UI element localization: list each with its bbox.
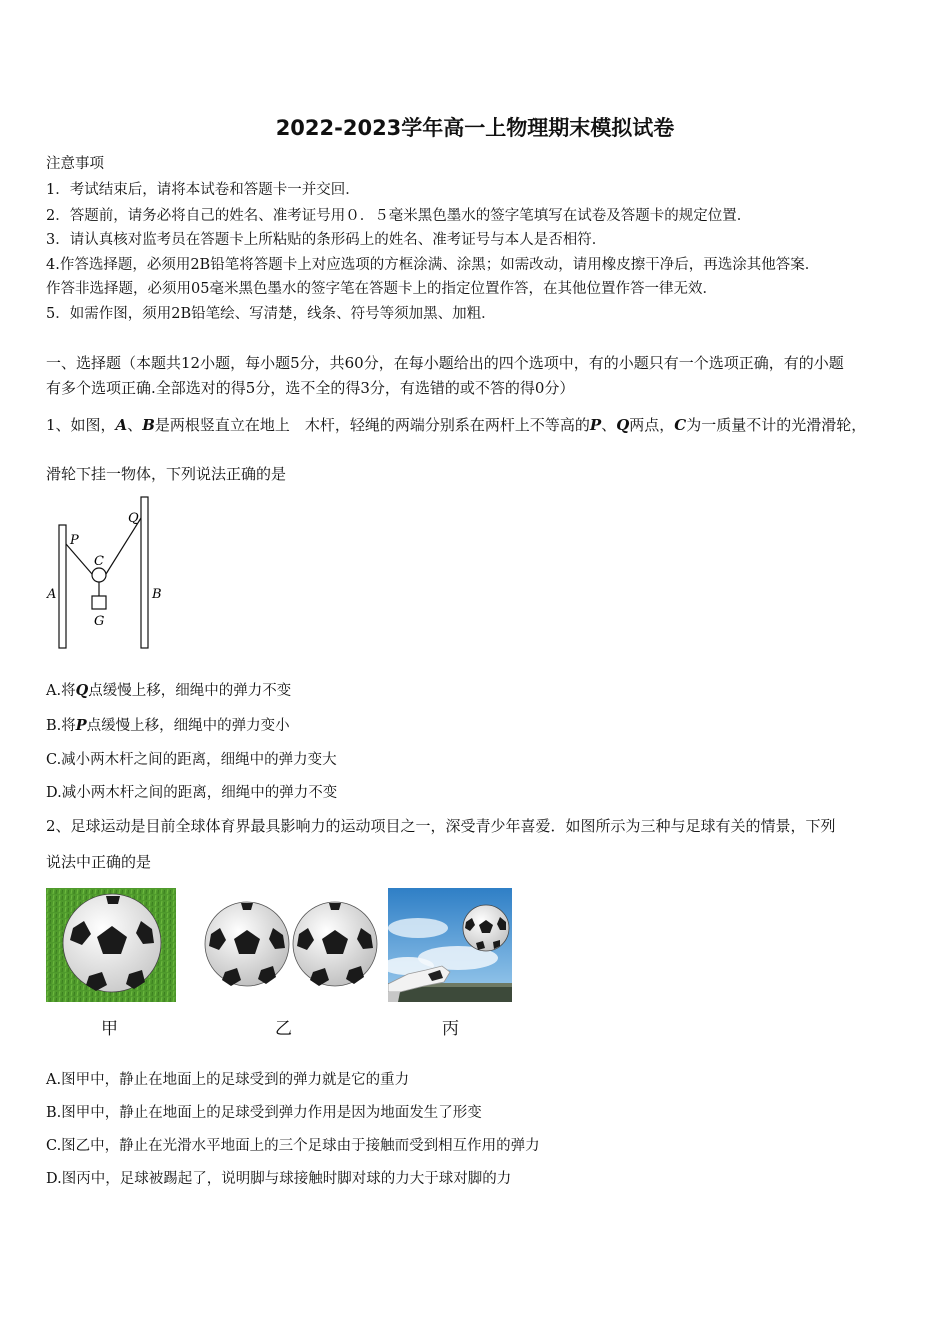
q1-option-a <box>46 679 291 700</box>
label-B: B <box>152 587 162 602</box>
caption-bing: 丙 <box>442 1019 459 1039</box>
two-footballs <box>203 900 379 990</box>
q1-option-a-var: Q <box>75 682 89 699</box>
kicked-football <box>388 888 512 1002</box>
section-instructions-line1: 一、选择题（本题共12小题，每小题5分，共60分，在每小题给出的四个选项中，有的小题只有一个选项正确，有的小题 <box>46 354 844 372</box>
label-C: C <box>94 554 104 569</box>
q1-stem-text: 为一质量不计的光滑滑轮， <box>686 416 867 434</box>
football-image-jia <box>46 888 176 1002</box>
q1-option-a-prefix: A.将 <box>46 683 76 699</box>
q1-option-c: C.减小两木杆之间的距离，细绳中的弹力变大 <box>46 752 337 768</box>
label-Q: Q <box>128 511 139 526</box>
q1-option-b-text: 点缓慢上移，细绳中的弹力变小 <box>86 718 290 734</box>
q1-var-C: C <box>674 416 687 434</box>
q1-sep: 、 <box>127 416 143 434</box>
pulley-wheel <box>92 568 106 582</box>
q1-sep: 、 <box>601 416 617 434</box>
caption-jia: 甲 <box>101 1019 118 1039</box>
section-instructions-line2: 有多个选项正确.全部选对的得5分，选不全的得3分，有选错的或不答的得0分） <box>46 379 575 397</box>
q1-option-b-prefix: B.将 <box>46 718 76 734</box>
q2-stem-line2: 说法中正确的是 <box>46 853 152 871</box>
pulley-diagram <box>44 492 174 652</box>
q2-option-c: C.图乙中，静止在光滑水平地面上的三个足球由于接触而受到相互作用的弹力 <box>46 1138 540 1154</box>
q1-option-a-text: 点缓慢上移，细绳中的弹力不变 <box>88 683 292 699</box>
football-on-grass <box>46 888 176 1002</box>
q1-option-b-var: P <box>75 717 87 734</box>
q1-stem-text: 两点， <box>629 416 675 434</box>
q1-stem <box>46 414 866 435</box>
notice-heading: 注意事项 <box>46 156 104 172</box>
q2-option-d: D.图丙中，足球被踢起了，说明脚与球接触时脚对球的力大于球对脚的力 <box>46 1171 512 1187</box>
rod-b <box>141 497 148 648</box>
page-title: 2022-2023学年高一上物理期末模拟试卷 <box>275 116 675 140</box>
football-image-yi <box>203 900 379 990</box>
notice-item: 2．答题前，请务必将自己的姓名、准考证号用０．５毫米黑色墨水的签字笔填写在试卷及答题卡的规定位置． <box>46 208 752 224</box>
label-A: A <box>47 587 57 602</box>
notice-item: 1．考试结束后，请将本试卷和答题卡一并交回． <box>46 182 360 198</box>
q2-option-a: A.图甲中，静止在地面上的足球受到的弹力就是它的重力 <box>46 1072 410 1088</box>
label-P: P <box>70 533 79 548</box>
notice-item: 作答非选择题，必须用05毫米黑色墨水的签字笔在答题卡上的指定位置作答，在其他位置作答一律无效． <box>46 281 717 297</box>
q1-option-b <box>46 714 290 735</box>
q1-var-P: P <box>589 416 602 434</box>
q1-stem-text: 是两根竖直立在地上 木杆，轻绳的两端分别系在两杆上不等高的 <box>154 416 590 434</box>
notice-item: 5．如需作图，须用2B铅笔绘、写清楚，线条、符号等须加黑、加粗． <box>46 306 496 322</box>
label-G: G <box>94 614 105 629</box>
notice-item: 3．请认真核对监考员在答题卡上所粘贴的条形码上的姓名、准考证号与本人是否相符． <box>46 232 607 248</box>
q1-var-A: A <box>115 416 128 434</box>
rod-a <box>59 525 66 648</box>
q1-option-d: D.减小两木杆之间的距离，细绳中的弹力不变 <box>46 785 338 801</box>
notice-item: 4.作答选择题，必须用2B铅笔将答题卡上对应选项的方框涂满、涂黑；如需改动，请用橡皮擦干净后，再选涂其他答案． <box>46 257 820 273</box>
caption-yi: 乙 <box>275 1019 292 1039</box>
q2-stem-line1: 2、足球运动是目前全球体育界最具影响力的运动项目之一，深受青少年喜爱．如图所示为三种与足球有关的情景，下列 <box>46 817 836 835</box>
q1-stem-line2: 滑轮下挂一物体，下列说法正确的是 <box>46 465 287 483</box>
rope-right <box>106 518 141 574</box>
q1-stem-text: 1、如图， <box>46 416 116 434</box>
football-image-bing <box>388 888 512 1002</box>
q1-var-B: B <box>142 416 155 434</box>
rope-left <box>66 544 92 574</box>
q2-option-b: B.图甲中，静止在地面上的足球受到弹力作用是因为地面发生了形变 <box>46 1105 482 1121</box>
weight-block <box>92 596 106 609</box>
q1-var-Q: Q <box>616 416 630 434</box>
